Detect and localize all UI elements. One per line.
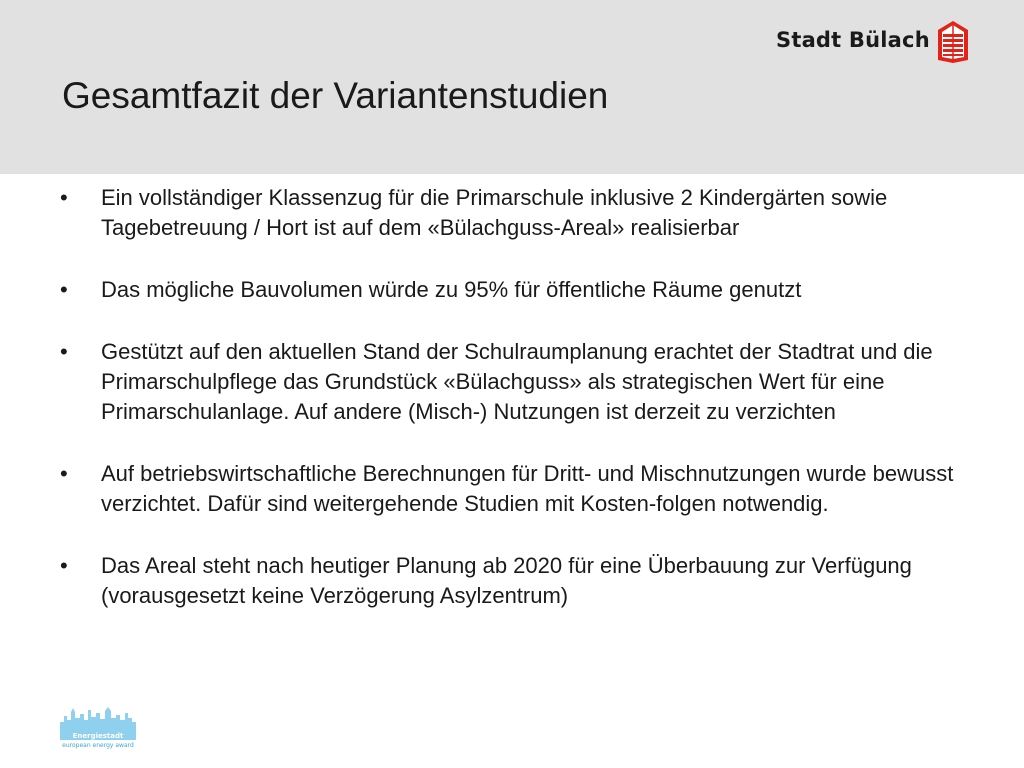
bullet-marker: • (60, 277, 68, 302)
brand-name: Stadt Bülach (776, 28, 930, 52)
bullet-list (0, 183, 1024, 643)
bullet-text: Das mögliche Bauvolumen würde zu 95% für öffentliche Räume genutzt (101, 277, 802, 302)
energy-badge-subtitle: european energy award (62, 742, 134, 749)
bullet-item (0, 275, 1024, 305)
bullet-item (0, 459, 1024, 519)
bullet-text: Gestützt auf den aktuellen Stand der Schulraumplanung erachtet der Stadtrat und die Primarschulpflege das Grundstück «Bülachguss» als strategischen Wert für eine Primarschulanlage. Auf andere (Misch-) Nutzungen ist derzeit zu verzichten (101, 339, 933, 424)
buelach-coat-of-arms-icon (936, 20, 970, 64)
bullet-text: Ein vollständiger Klassenzug für die Primarschule inklusive 2 Kindergärten sowie Tagebetreuung / Hort ist auf dem «Bülachguss-Areal» realisierbar (101, 185, 888, 240)
bullet-item (0, 551, 1024, 611)
brand (776, 20, 976, 64)
bullet-marker: • (60, 185, 68, 210)
bullet-marker: • (60, 553, 68, 578)
energy-badge (58, 706, 138, 750)
bullet-text: Auf betriebswirtschaftliche Berechnungen für Dritt- und Mischnutzungen wurde bewusst verzichtet. Dafür sind weitergehende Studien mit Kosten-folgen notwendig. (101, 461, 954, 516)
bullet-text: Das Areal steht nach heutiger Planung ab 2020 für eine Überbauung zur Verfügung (vorausgesetzt keine Verzögerung Asylzentrum) (101, 553, 912, 608)
bullet-item (0, 183, 1024, 243)
bullet-marker: • (60, 339, 68, 364)
slide-title: Gesamtfazit der Variantenstudien (62, 75, 609, 116)
energy-badge-label: Energiestadt (72, 732, 124, 740)
bullet-item (0, 337, 1024, 427)
bullet-marker: • (60, 461, 68, 486)
